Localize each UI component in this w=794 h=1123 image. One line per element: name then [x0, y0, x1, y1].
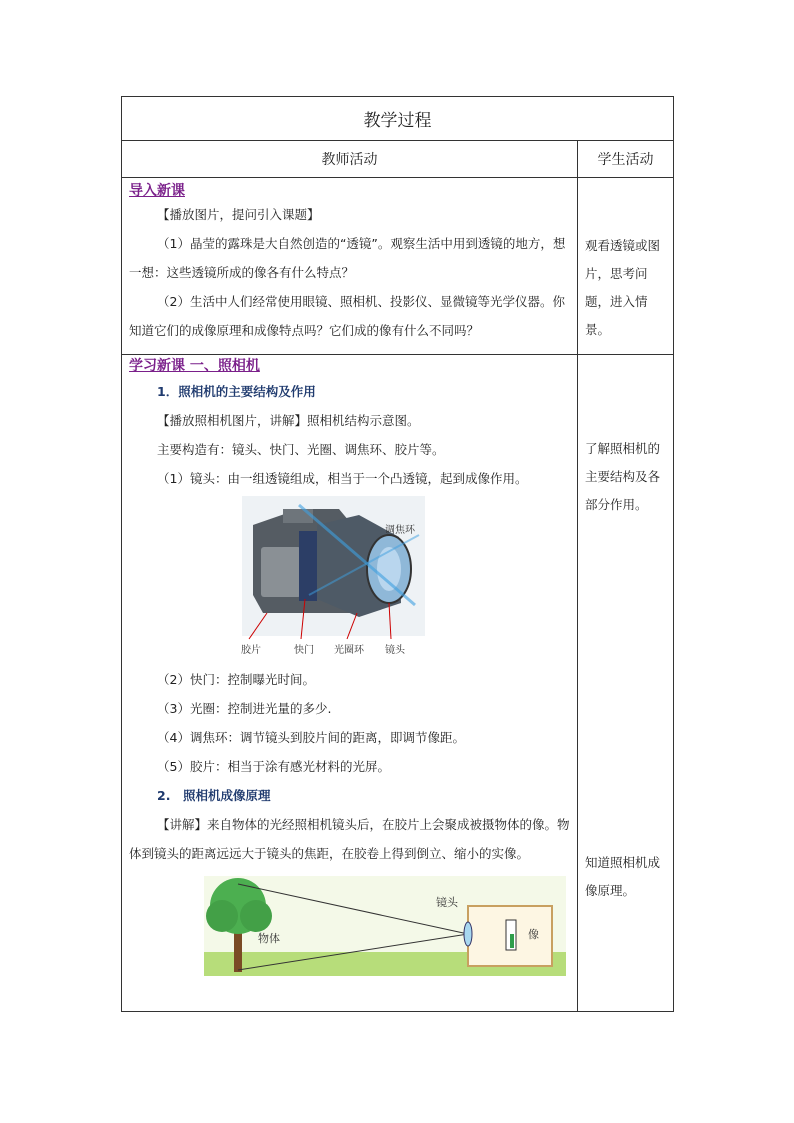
- intro-heading: 导入新课: [129, 183, 185, 199]
- student-activity-header: 学生活动: [578, 141, 674, 178]
- label-shutter: 快门: [294, 645, 314, 656]
- lesson-student-cell: [578, 355, 674, 1012]
- intro-question-2: （2）生活中人们经常使用眼镜、照相机、投影仪、显微镜等光学仪器。你知道它们的成像原理和成像特点吗？它们成的像有什么不同吗？: [129, 294, 565, 338]
- table-title: 教学过程: [122, 97, 674, 141]
- film-description: （5）胶片：相当于涂有感光材料的光屏。: [157, 759, 390, 774]
- label-aperture: 光圈环: [334, 645, 364, 656]
- shutter-description: （2）快门：控制曝光时间。: [157, 672, 315, 687]
- imaging-principle-figure: [122, 868, 577, 978]
- intro-question-1: （1）晶莹的露珠是大自然创造的“透镜”。观察生活中用到透镜的地方，想一想：这些透镜所成的像各有什么特点？: [129, 236, 566, 280]
- focus-ring-description: （4）调焦环：调节镜头到胶片间的距离，即调节像距。: [157, 730, 465, 745]
- lesson-heading: 学习新课 一、照相机: [129, 358, 260, 374]
- intro-teacher-cell: [122, 178, 578, 355]
- label-focus-ring: 调焦环: [385, 525, 415, 536]
- imaging-diagram: [204, 876, 566, 976]
- aperture-description: （3）光圈：控制进光量的多少.: [157, 701, 332, 716]
- teaching-process-table: [121, 96, 674, 1012]
- label-lens-diagram: 镜头: [436, 896, 458, 909]
- structure-intro: 【播放照相机图片，讲解】照相机结构示意图。: [157, 413, 420, 428]
- camera-diagram: [239, 495, 439, 667]
- subheading-structure: 1．照相机的主要结构及作用: [157, 384, 316, 399]
- intro-student-activity: 观看透镜或图片，思考问题，进入情景。: [585, 238, 661, 337]
- structure-parts: 主要构造有：镜头、快门、光圈、调焦环、胶片等。: [157, 442, 445, 457]
- camera-structure-figure: [122, 493, 577, 665]
- subheading-principle: 2. 照相机成像原理: [157, 788, 271, 803]
- label-image: 像: [528, 928, 539, 941]
- student-activity-principle: 知道照相机成像原理。: [585, 855, 661, 898]
- intro-prompt: 【播放图片，提问引入课题】: [157, 207, 320, 222]
- label-film: 胶片: [241, 645, 261, 656]
- student-activity-structure: 了解照相机的主要结构及各部分作用。: [585, 441, 661, 512]
- teacher-activity-header: 教师活动: [122, 141, 578, 178]
- label-lens: 镜头: [385, 645, 405, 656]
- intro-student-cell: [578, 178, 674, 355]
- lens-description: （1）镜头：由一组透镜组成，相当于一个凸透镜，起到成像作用。: [157, 471, 528, 486]
- label-object: 物体: [258, 932, 280, 945]
- principle-explanation: 【讲解】来自物体的光经照相机镜头后，在胶片上会聚成被摄物体的像。物体到镜头的距离远远大于镜头的焦距，在胶卷上得到倒立、缩小的实像。: [129, 817, 570, 861]
- lesson-teacher-cell: [122, 355, 578, 1012]
